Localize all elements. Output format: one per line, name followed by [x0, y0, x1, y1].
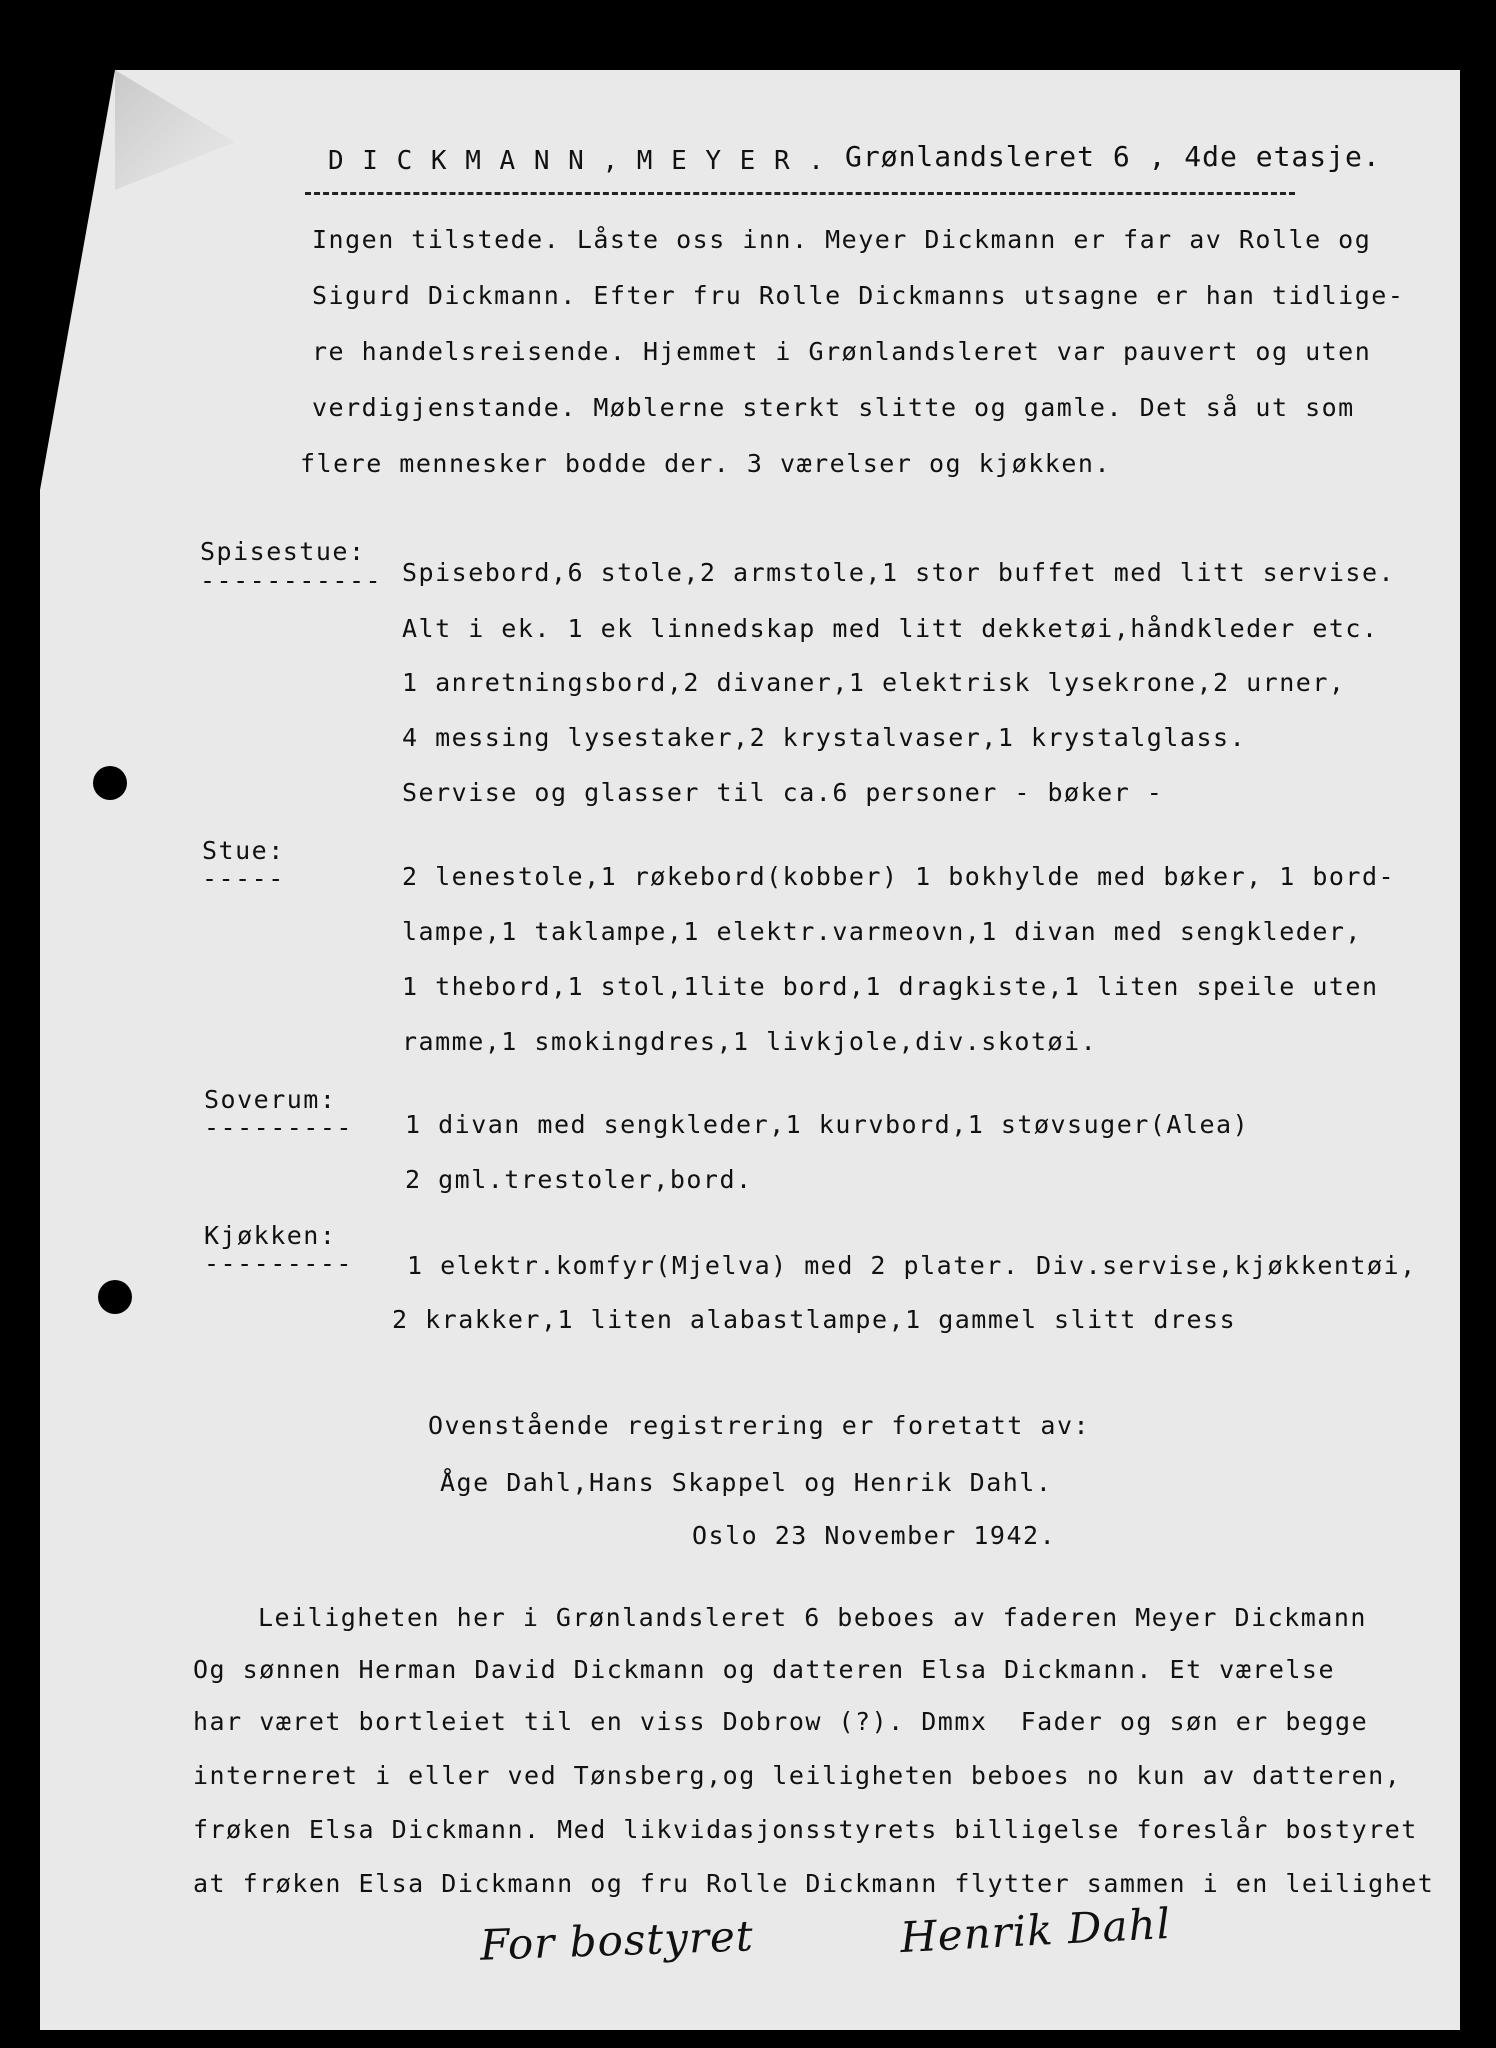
signature-for-bostyret: For bostyret	[479, 1911, 755, 1970]
intro-line: Ingen tilstede. Låste oss inn. Meyer Dickmann er far av Rolle og	[312, 225, 1372, 254]
signature-name: Henrik Dahl	[898, 1898, 1173, 1963]
inventory-line: ramme,1 smokingdres,1 livkjole,div.skotøi.	[402, 1027, 1098, 1056]
closing-line: Leiligheten her i Grønlandsleret 6 beboes av faderen Meyer Dickmann	[258, 1603, 1367, 1632]
intro-line: re handelsreisende. Hjemmet i Grønlandsleret var pauvert og uten	[312, 337, 1372, 366]
inventory-line: 1 anretningsbord,2 divaner,1 elektrisk lysekrone,2 urner,	[402, 668, 1346, 697]
intro-line: flere mennesker bodde der. 3 værelser og kjøkken.	[300, 449, 1112, 478]
room-label-rule: -----------	[200, 566, 383, 595]
inventory-line: 4 messing lysestaker,2 krystalvaser,1 krystalglass.	[402, 723, 1247, 752]
registration-date: Oslo 23 November 1942.	[692, 1521, 1057, 1550]
room-label-spisestue: Spisestue:	[200, 537, 366, 566]
inventory-line: 2 krakker,1 liten alabastlampe,1 gammel slitt dress	[392, 1305, 1237, 1334]
room-label-stue: Stue:	[202, 836, 285, 865]
registration-line: Ovenstående registrering er foretatt av:	[428, 1411, 1091, 1440]
closing-line: at frøken Elsa Dickmann og fru Rolle Dickmann flytter sammen i en leilighet	[193, 1869, 1435, 1898]
punch-hole-top	[93, 766, 127, 800]
room-label-rule: ---------	[204, 1249, 353, 1278]
punch-hole-bottom	[98, 1280, 132, 1314]
registration-line: Åge Dahl,Hans Skappel og Henrik Dahl.	[440, 1468, 1053, 1497]
room-label-soverum: Soverum:	[204, 1085, 337, 1114]
inventory-line: Alt i ek. 1 ek linnedskap med litt dekketøi,håndkleder etc.	[402, 614, 1379, 643]
closing-line: Og sønnen Herman David Dickmann og datteren Elsa Dickmann. Et værelse	[193, 1655, 1336, 1684]
inventory-line: 1 thebord,1 stol,1lite bord,1 dragkiste,1 liten speile uten	[402, 972, 1379, 1001]
room-label-rule: -----	[202, 864, 285, 893]
heading-names: D I C K M A N N , M E Y E R .	[328, 146, 826, 176]
closing-line: har været bortleiet til en viss Dobrow (?). Dmmx Fader og søn er begge	[193, 1707, 1369, 1736]
inventory-line: lampe,1 taklampe,1 elektr.varmeovn,1 divan med sengkleder,	[402, 917, 1362, 946]
inventory-line: Servise og glasser til ca.6 personer - bøker -	[402, 778, 1164, 807]
intro-line: verdigjenstande. Møblerne sterkt slitte og gamle. Det så ut som	[312, 393, 1355, 422]
heading-underline	[305, 192, 1295, 195]
closing-line: interneret i eller ved Tønsberg,og leiligheten beboes no kun av datteren,	[193, 1761, 1402, 1790]
inventory-line: 1 elektr.komfyr(Mjelva) med 2 plater. Div.servise,kjøkkentøi,	[407, 1251, 1417, 1280]
room-label-rule: ---------	[204, 1113, 353, 1142]
intro-line: Sigurd Dickmann. Efter fru Rolle Dickmanns utsagne er han tidlige-	[312, 281, 1405, 310]
room-label-kjokken: Kjøkken:	[204, 1221, 337, 1250]
inventory-line: 1 divan med sengkleder,1 kurvbord,1 støvsuger(Alea)	[405, 1110, 1250, 1139]
inventory-line: 2 lenestole,1 røkebord(kobber) 1 bokhylde med bøker, 1 bord-	[402, 862, 1396, 891]
inventory-line: Spisebord,6 stole,2 armstole,1 stor buffet med litt servise.	[402, 558, 1396, 587]
inventory-line: 2 gml.trestoler,bord.	[405, 1165, 753, 1194]
heading-address: Grønlandsleret 6 , 4de etasje.	[845, 140, 1381, 173]
closing-line: frøken Elsa Dickmann. Med likvidasjonsstyrets billigelse foreslår bostyret	[193, 1815, 1418, 1844]
